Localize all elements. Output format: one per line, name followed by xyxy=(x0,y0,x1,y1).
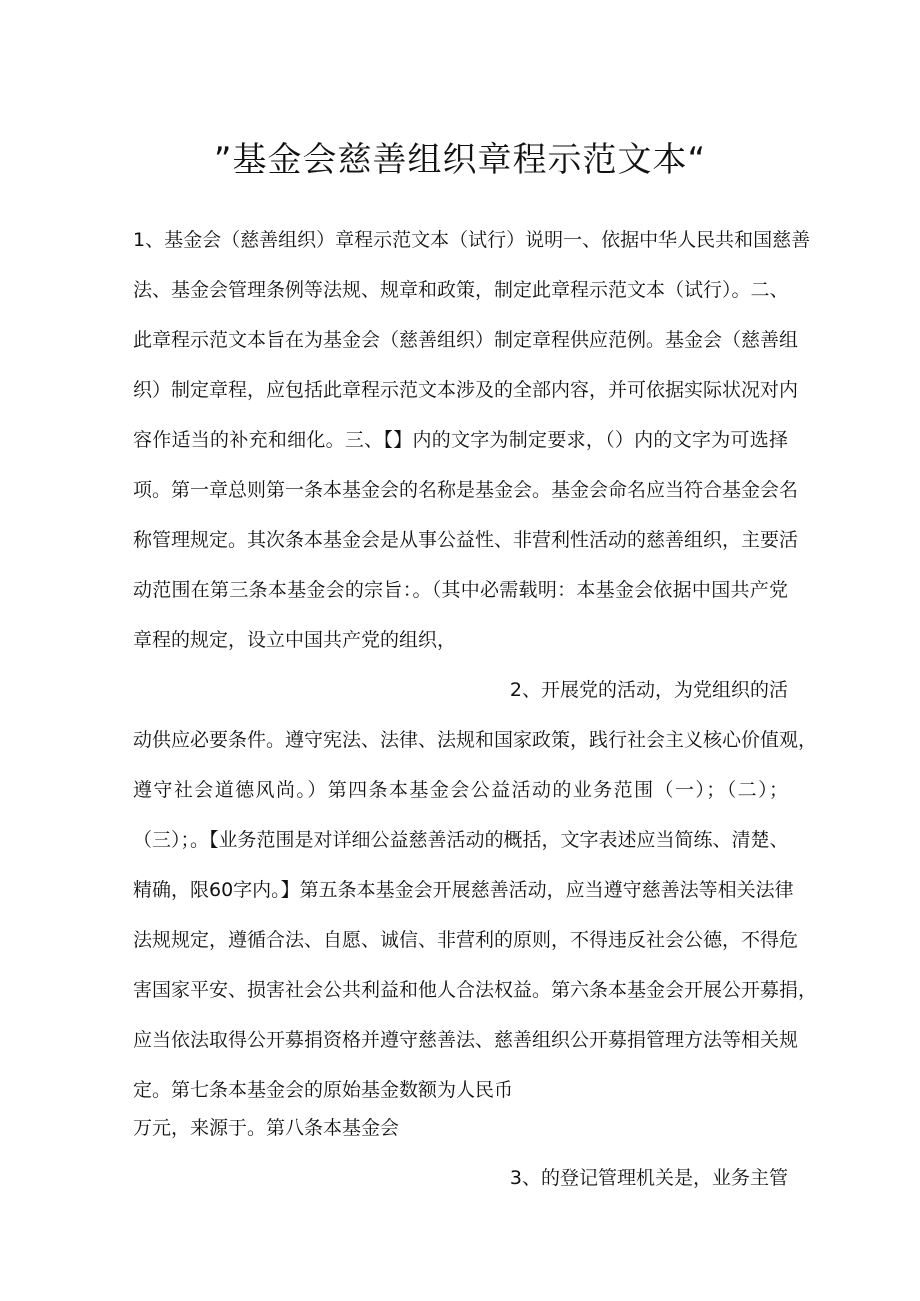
body-line: 章程的规定，设立中国共产党的组织， xyxy=(133,629,457,651)
body-line: 遵守社会道德风尚。）第四条本基金会公益活动的业务范围（一）；（二）； xyxy=(133,779,788,801)
document-title: ”基金会慈善组织章程示范文本“ xyxy=(213,140,707,180)
body-line: 动供应必要条件。遵守宪法、法律、法规和国家政策，践行社会主义核心价值观， xyxy=(133,729,818,751)
body-line: 法、基金会管理条例等法规、规章和政策，制定此章程示范文本（试行）。二、 xyxy=(133,279,789,301)
section-3-heading: 3、的登记管理机关是，业务主管 xyxy=(509,1167,788,1189)
body-line: 应当依法取得公开募捐资格并遵守慈善法、慈善组织公开募捐管理方法等相关规 xyxy=(133,1029,799,1051)
body-line: 万元，来源于。第八条本基金会 xyxy=(133,1117,400,1139)
section-2-heading: 2、开展党的活动，为党组织的活 xyxy=(509,679,788,701)
body-line: 定。第七条本基金会的原始基金数额为人民币 xyxy=(133,1079,514,1101)
body-line: 害国家平安、损害社会公共利益和他人合法权益。第六条本基金会开展公开募捐， xyxy=(133,979,818,1001)
body-line: 容作适当的补充和细化。三、【】内的文字为制定要求，（）内的文字为可选择 xyxy=(133,429,788,451)
body-line: 织）制定章程，应包括此章程示范文本涉及的全部内容，并可依据实际状况对内 xyxy=(133,379,799,401)
body-line: 项。第一章总则第一条本基金会的名称是基金会。基金会命名应当符合基金会名 xyxy=(133,479,799,501)
body-line: 1、基金会（慈善组织）章程示范文本（试行）说明一、依据中华人民共和国慈善 xyxy=(133,229,811,251)
body-line: （三）；。【业务范围是对详细公益慈善活动的概括，文字表述应当简练、清楚、 xyxy=(133,829,789,851)
body-line: 法规规定，遵循合法、自愿、诚信、非营利的原则，不得违反社会公德，不得危 xyxy=(133,929,799,951)
body-line: 精确，限60字内。】第五条本基金会开展慈善活动，应当遵守慈善法等相关法律 xyxy=(133,879,794,901)
body-line: 称管理规定。其次条本基金会是从事公益性、非营利性活动的慈善组织，主要活 xyxy=(133,529,799,551)
body-line: 动范围在第三条本基金会的宗旨：。（其中必需载明：本基金会依据中国共产党 xyxy=(133,579,788,601)
body-line: 此章程示范文本旨在为基金会（慈善组织）制定章程供应范例。基金会（慈善组 xyxy=(133,329,799,351)
